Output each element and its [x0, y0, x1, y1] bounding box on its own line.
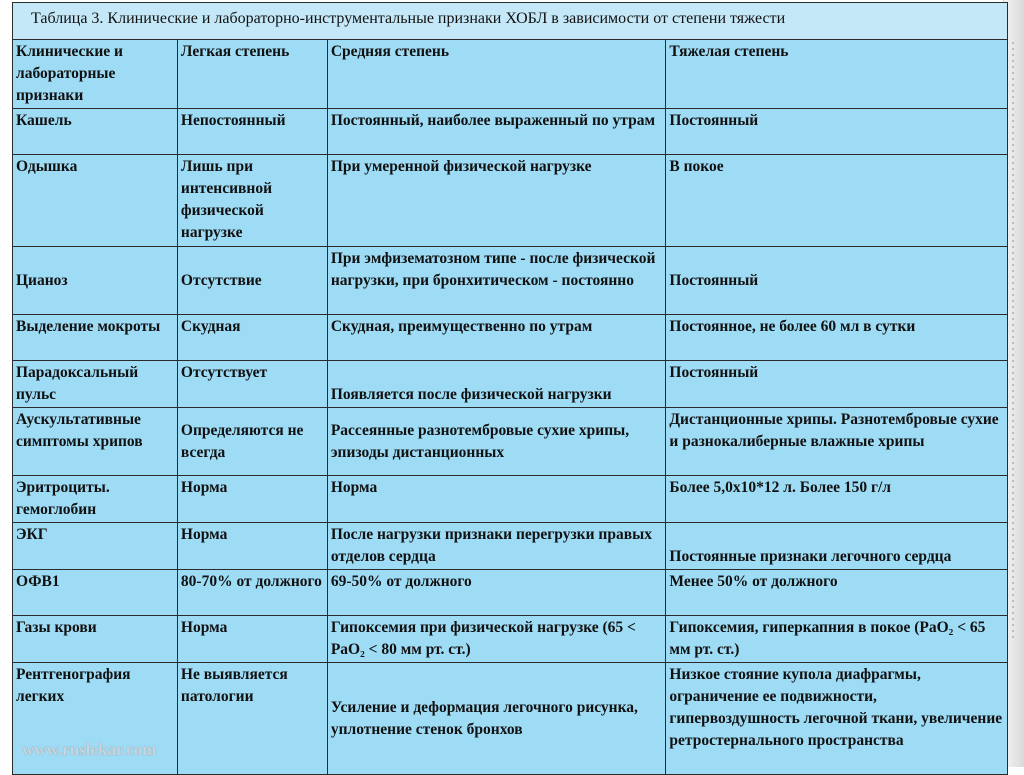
cell-moderate: Усиление и деформация легочного рисунка, уплотнение стенок бронхов	[327, 663, 666, 775]
cell-severe: Постоянный	[666, 247, 1008, 315]
table-row	[13, 663, 1008, 775]
cell-mild: Определяются не всегда	[177, 408, 327, 476]
cell-moderate: Появляется после физической нагрузки	[327, 361, 666, 408]
cell-severe: Постоянный	[666, 361, 1008, 408]
header-signs: Клинические и лабораторные признаки	[13, 40, 178, 109]
table-row	[13, 247, 1008, 315]
cell-severe: Менее 50% от должного	[666, 570, 1008, 616]
table-row	[13, 361, 1008, 408]
cell-mild: Норма	[177, 476, 327, 523]
cell-severe: В покое	[666, 155, 1008, 247]
cell-sign: Выделение мокроты	[13, 315, 178, 361]
cell-moderate: Постоянный, наиболее выраженный по утрам	[327, 109, 666, 155]
cell-moderate: Гипоксемия при физической нагрузке (65 < PaO₂ < 80 мм рт. ст.)	[327, 616, 666, 663]
table-row	[13, 476, 1008, 523]
cell-sign: ЭКГ	[13, 523, 178, 570]
table-row	[13, 155, 1008, 247]
table-title-row	[13, 3, 1008, 40]
cell-moderate: Скудная, преимущественно по утрам	[327, 315, 666, 361]
cell-mild: Отсутствует	[177, 361, 327, 408]
table-row	[13, 109, 1008, 155]
cell-severe: Постоянное, не более 60 мл в сутки	[666, 315, 1008, 361]
cell-mild: Лишь при интенсивной физической нагрузке	[177, 155, 327, 247]
cell-moderate: При умеренной физической нагрузке	[327, 155, 666, 247]
table-header-row	[13, 40, 1008, 109]
cell-sign: Одышка	[13, 155, 178, 247]
table-row	[13, 616, 1008, 663]
cell-mild: Непостоянный	[177, 109, 327, 155]
cell-sign: Рентгенография легких	[13, 663, 178, 775]
cell-moderate: При эмфизематозном типе - после физической нагрузки, при бронхитическом - постоянно	[327, 247, 666, 315]
watermark-text: www.ruslekar.com	[22, 740, 157, 759]
cell-severe: Дистанционные хрипы. Разнотембровые сухие и разнокалиберные влажные хрипы	[666, 408, 1008, 476]
header-severe: Тяжелая степень	[666, 40, 1008, 109]
cell-moderate: Норма	[327, 476, 666, 523]
copd-severity-table	[12, 2, 1008, 775]
table-row	[13, 523, 1008, 570]
table-row	[13, 570, 1008, 616]
cell-mild: 80-70% от должного	[177, 570, 327, 616]
cell-sign: Эритроциты. гемоглобин	[13, 476, 178, 523]
table-row	[13, 408, 1008, 476]
cell-sign: ОФВ1	[13, 570, 178, 616]
cell-mild: Скудная	[177, 315, 327, 361]
cell-severe: Постоянный	[666, 109, 1008, 155]
header-moderate: Средняя степень	[327, 40, 666, 109]
cell-severe: Гипоксемия, гиперкапния в покое (PaO₂ < 65 мм рт. ст.)	[666, 616, 1008, 663]
cell-sign: Парадоксальный пульс	[13, 361, 178, 408]
cell-mild: Не выявляется патологии	[177, 663, 327, 775]
table-row	[13, 315, 1008, 361]
cell-mild: Норма	[177, 616, 327, 663]
cell-severe: Более 5,0x10*12 л. Более 150 г/л	[666, 476, 1008, 523]
cell-sign: Аускультативные симптомы хрипов	[13, 408, 178, 476]
cell-moderate: 69-50% от должного	[327, 570, 666, 616]
cell-mild: Отсутствие	[177, 247, 327, 315]
cell-moderate: После нагрузки признаки перегрузки правых отделов сердца	[327, 523, 666, 570]
cell-mild: Норма	[177, 523, 327, 570]
cell-sign: Цианоз	[13, 247, 178, 315]
cell-moderate: Рассеянные разнотембровые сухие хрипы, эпизоды дистанционных	[327, 408, 666, 476]
cell-sign: Газы крови	[13, 616, 178, 663]
cell-severe: Постоянные признаки легочного сердца	[666, 523, 1008, 570]
cell-severe: Низкое стояние купола диафрагмы, ограничение ее подвижности, гипервоздушность легочной ткани, увеличение ретростернального пространства	[666, 663, 1008, 775]
cell-sign: Кашель	[13, 109, 178, 155]
table-title: Таблица 3. Клинические и лабораторно-инструментальные признаки ХОБЛ в зависимости от степени тяжести	[13, 3, 1008, 40]
header-mild: Легкая степень	[177, 40, 327, 109]
